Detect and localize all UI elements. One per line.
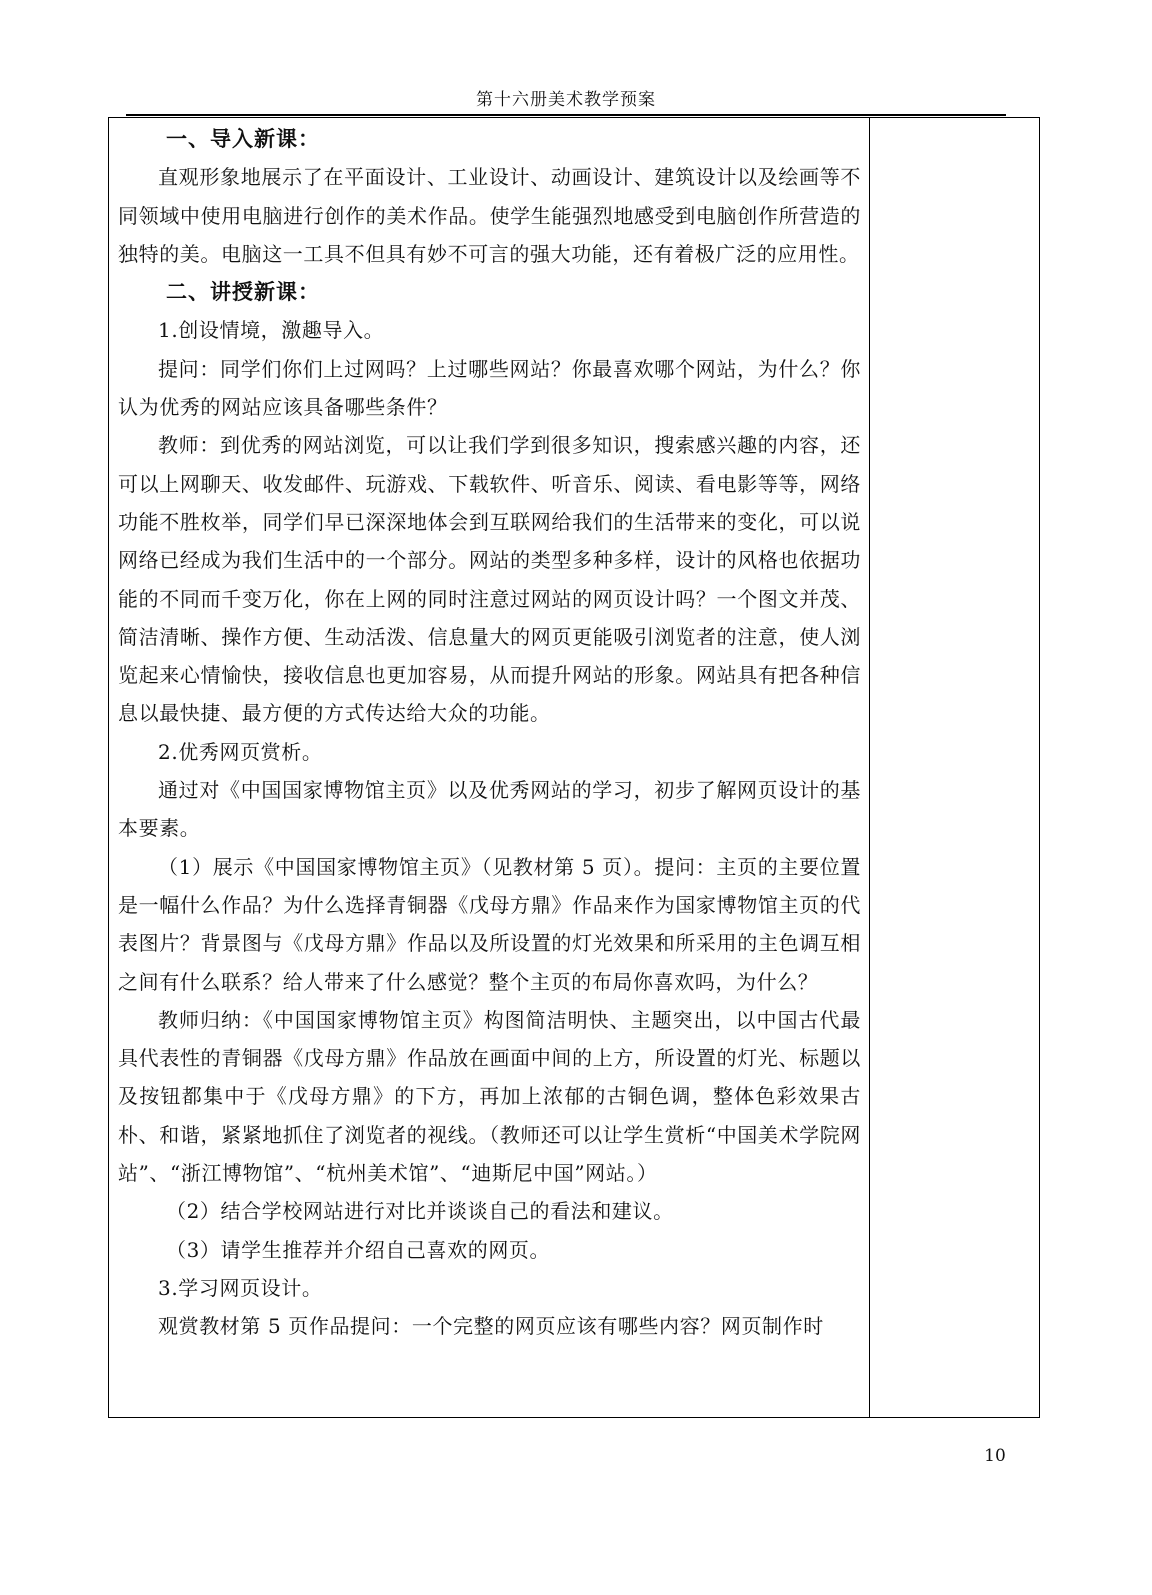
page-number: 10	[984, 1446, 1006, 1466]
section-heading-intro: 一、导入新课：	[166, 126, 320, 151]
paragraph-teacher: 教师：到优秀的网站浏览，可以让我们学到很多知识，搜索感兴趣的内容，还可以上网聊天、收发邮件、玩游戏、下载软件、听音乐、阅读、看电影等等，网络功能不胜枚举，同学们早已深深地体会到互联网给我们的生活带来的变化，可以说网络已经成为我们生活中的一个部分。网站的类型多种多样，设计的风格也依据功能的不同而千变万化，你在上网的同时注意过网站的网页设计吗？一个图文并茂、简洁清晰、操作方便、生动活泼、信息量大的网页更能吸引浏览者的注意，使人浏览起来心情愉快，接收信息也更加容易，从而提升网站的形象。网站具有把各种信息以最快捷、最方便的方式传达给大众的功能。	[118, 433, 861, 726]
paragraph-step2-item1: （1）展示《中国国家博物馆主页》（见教材第 5 页）。提问：主页的主要位置是一幅什么作品？为什么选择青铜器《戊母方鼎》作品来作为国家博物馆主页的代表图片？背景图与《戊母方鼎》作品以及所设置的灯光效果和所采用的主色调互相之间有什么联系？给人带来了什么感觉？整个主页的布局你喜欢吗，为什么？	[118, 854, 861, 994]
paragraph-intro-body: 直观形象地展示了在平面设计、工业设计、动画设计、建筑设计以及绘画等不同领域中使用电脑进行创作的美术作品。使学生能强烈地感受到电脑创作所营造的独特的美。电脑这一工具不但具有妙不可言的强大功能，还有着极广泛的应用性。	[118, 165, 861, 266]
step-title-1: 1.创设情境，激趣导入。	[158, 318, 385, 343]
paragraph-step2-item3: （3）请学生推荐并介绍自己喜欢的网页。	[166, 1237, 551, 1262]
step-title-3: 3.学习网页设计。	[158, 1275, 323, 1300]
paragraph-step3-text: 观赏教材第 5 页作品提问：一个完整的网页应该有哪些内容？网页制作时	[158, 1314, 824, 1339]
step-title-2: 2.优秀网页赏析。	[158, 739, 323, 764]
header-divider	[126, 114, 1006, 116]
section-heading-teaching: 二、讲授新课：	[166, 279, 320, 305]
page-header-title: 第十六册美术教学预案	[476, 90, 656, 110]
paragraph-step2-intro: 通过对《中国国家博物馆主页》以及优秀网站的学习，初步了解网页设计的基本要素。	[118, 778, 861, 841]
lesson-content-cell	[118, 120, 861, 1346]
table-column-divider	[869, 117, 870, 1418]
paragraph-question: 提问：同学们你们上过网吗？上过哪些网站？你最喜欢哪个网站，为什么？你认为优秀的网站应该具备哪些条件？	[118, 356, 861, 420]
paragraph-teacher-summary: 教师归纳：《中国国家博物馆主页》构图简洁明快、主题突出，以中国古代最具代表性的青铜器《戊母方鼎》作品放在画面中间的上方，所设置的灯光、标题以及按钮都集中于《戊母方鼎》的下方，再加上浓郁的古铜色调，整体色彩效果古朴、和谐，紧紧地抓住了浏览者的视线。（教师还可以让学生赏析“中国美术学院网站”、“浙江博物馆”、“杭州美术馆”、“迪斯尼中国”网站。）	[118, 1007, 861, 1186]
paragraph-step2-item2: （2）结合学校网站进行对比并谈谈自己的看法和建议。	[166, 1199, 674, 1224]
